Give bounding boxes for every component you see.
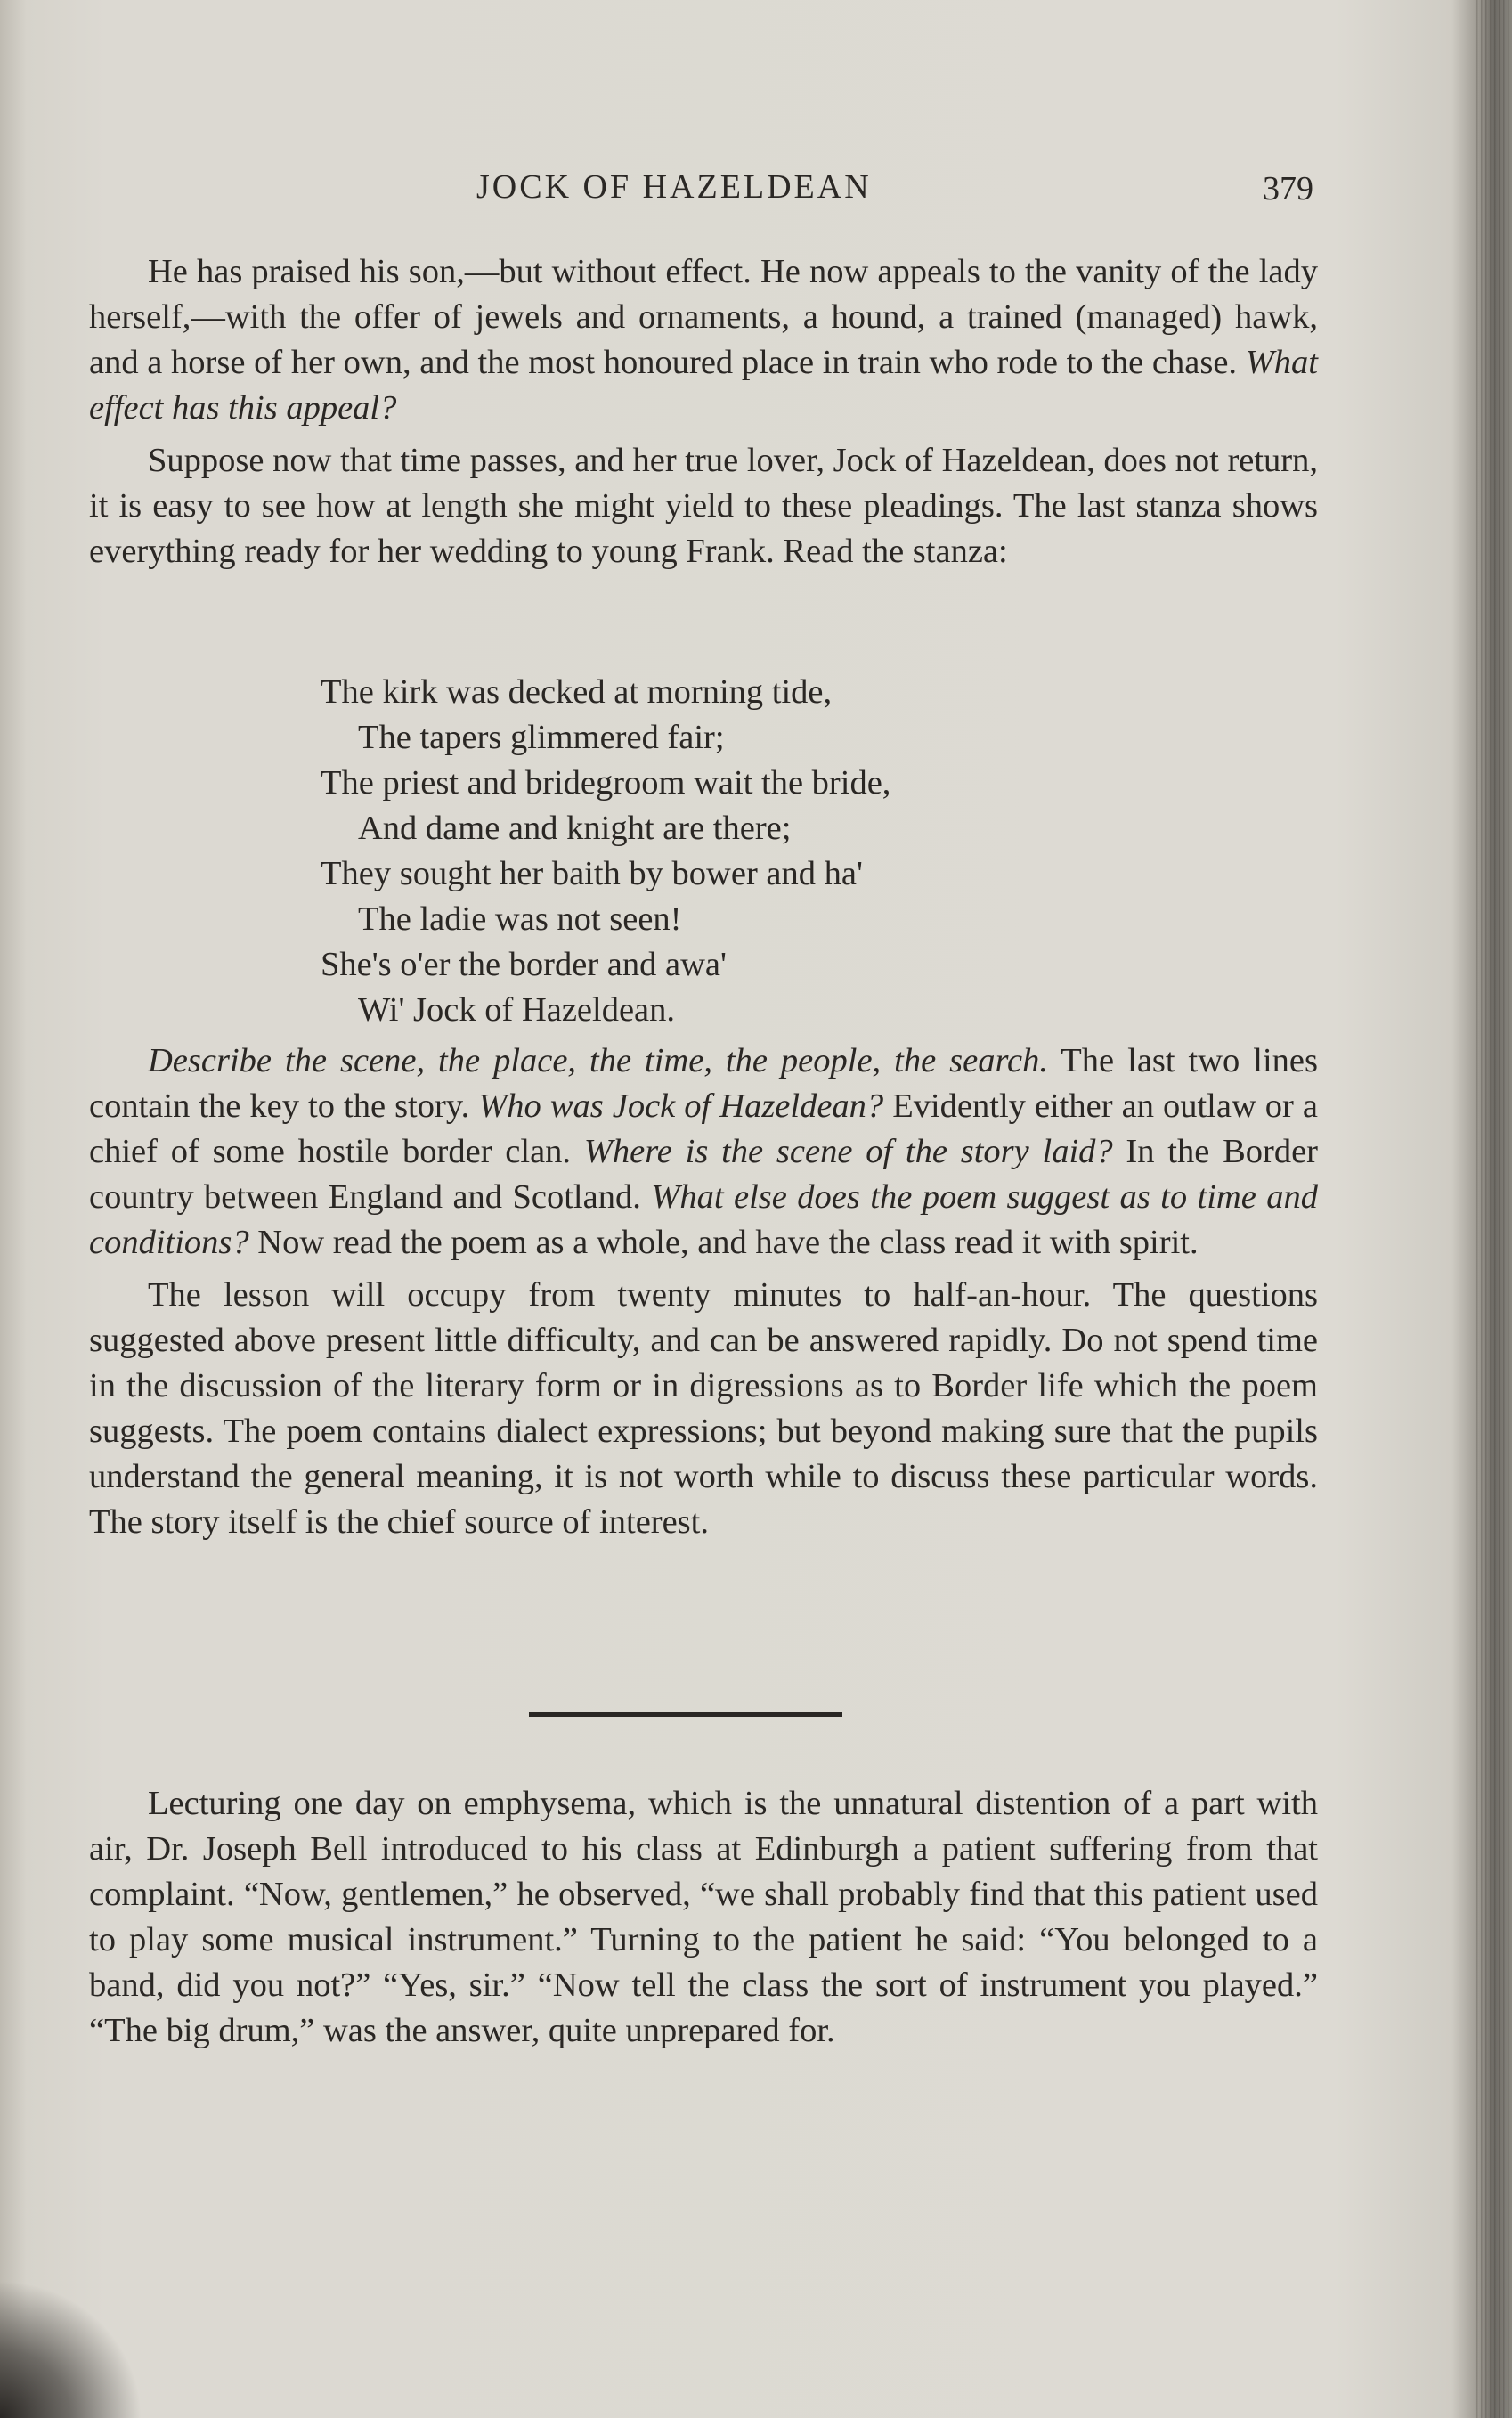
stanza-line: Wi' Jock of Hazeldean.: [358, 991, 676, 1029]
paragraph-3-question-2: Who was Jock of Hazeldean?: [478, 1087, 884, 1125]
paragraph-5-text: Lecturing one day on emphysema, which is the unnatural distention of a part with air, Dr. Joseph Bell introduced to his class at Edinburgh a patient suffering from that complaint. “Now, gentlemen,” he observed, “we shall probably find that this patient used to play some musical instrument.” Turning to the patient he said: “You belonged to a band, did you not?” “Yes, sir.” “Now tell the class the sort of instrument you played.” “The big drum,” was the answer, quite unprepared for.: [89, 1785, 1318, 2049]
paragraph-3-question-1: Describe the scene, the place, the time, the people, the search.: [148, 1042, 1049, 1079]
paragraph-5: [89, 1781, 1318, 2054]
stanza-line: They sought her baith by bower and ha': [321, 855, 863, 892]
paragraph-3-question-3: Where is the scene of the story laid?: [583, 1133, 1113, 1170]
stanza-line: She's o'er the border and awa': [321, 946, 727, 983]
paragraph-3: [89, 1038, 1318, 1266]
paragraph-3-text-2: Evidently either an outlaw or a chief of some hostile border clan.: [89, 1087, 1318, 1170]
poem-stanza: [321, 670, 890, 1033]
text-block-lower: [89, 1781, 1318, 2054]
paragraph-2: [89, 438, 1318, 574]
corner-shadow: [0, 2280, 142, 2418]
paragraph-4: [89, 1273, 1318, 1545]
page-number: 379: [1263, 170, 1313, 208]
stanza-line: The priest and bridegroom wait the bride,: [321, 764, 891, 802]
text-block-upper: [89, 249, 1318, 582]
paragraph-3-text-3: In the Border country between England and Scotland.: [89, 1133, 1318, 1216]
paragraph-2-text: Suppose now that time passes, and her true lover, Jock of Hazeldean, does not return, it is easy to see how at length she might yield to these pleadings. The last stanza shows everything ready for her wedding to young Frank. Read the stanza:: [89, 442, 1318, 570]
stanza-line: The kirk was decked at morning tide,: [321, 673, 833, 711]
running-title: JOCK OF HAZELDEAN: [476, 168, 872, 206]
page-spine-edge: [1476, 0, 1512, 2418]
paragraph-3-text-1: The last two lines contain the key to the story.: [89, 1042, 1318, 1125]
stanza-line: The ladie was not seen!: [358, 900, 682, 938]
paragraph-3-question-4: What else does the poem suggest as to time and conditions?: [89, 1178, 1318, 1261]
stanza-line: And dame and knight are there;: [358, 810, 792, 847]
paragraph-1: [89, 249, 1318, 431]
text-block-middle: [89, 1038, 1318, 1552]
section-divider: [529, 1712, 842, 1717]
paragraph-1-text: He has praised his son,—but without effect. He now appeals to the vanity of the lady herself,—with the offer of jewels and ornaments, a hound, a trained (managed) hawk, and a horse of her own, and the most honoured place in train who rode to the chase.: [89, 253, 1318, 381]
stanza-line: The tapers glimmered fair;: [358, 719, 725, 756]
paragraph-3-text-4: Now read the poem as a whole, and have the class read it with spirit.: [248, 1224, 1199, 1261]
paragraph-4-text: The lesson will occupy from twenty minutes to half-an-hour. The questions suggested above present little difficulty, and can be answered rapidly. Do not spend time in the discussion of the literary form or in digressions as to Border life which the poem suggests. The poem contains dialect expressions; but beyond making sure that the pupils understand the general meaning, it is not worth while to discuss these particular words. The story itself is the chief source of interest.: [89, 1276, 1318, 1541]
paragraph-1-question: What effect has this appeal?: [89, 344, 1318, 427]
page-header: [0, 167, 1512, 221]
